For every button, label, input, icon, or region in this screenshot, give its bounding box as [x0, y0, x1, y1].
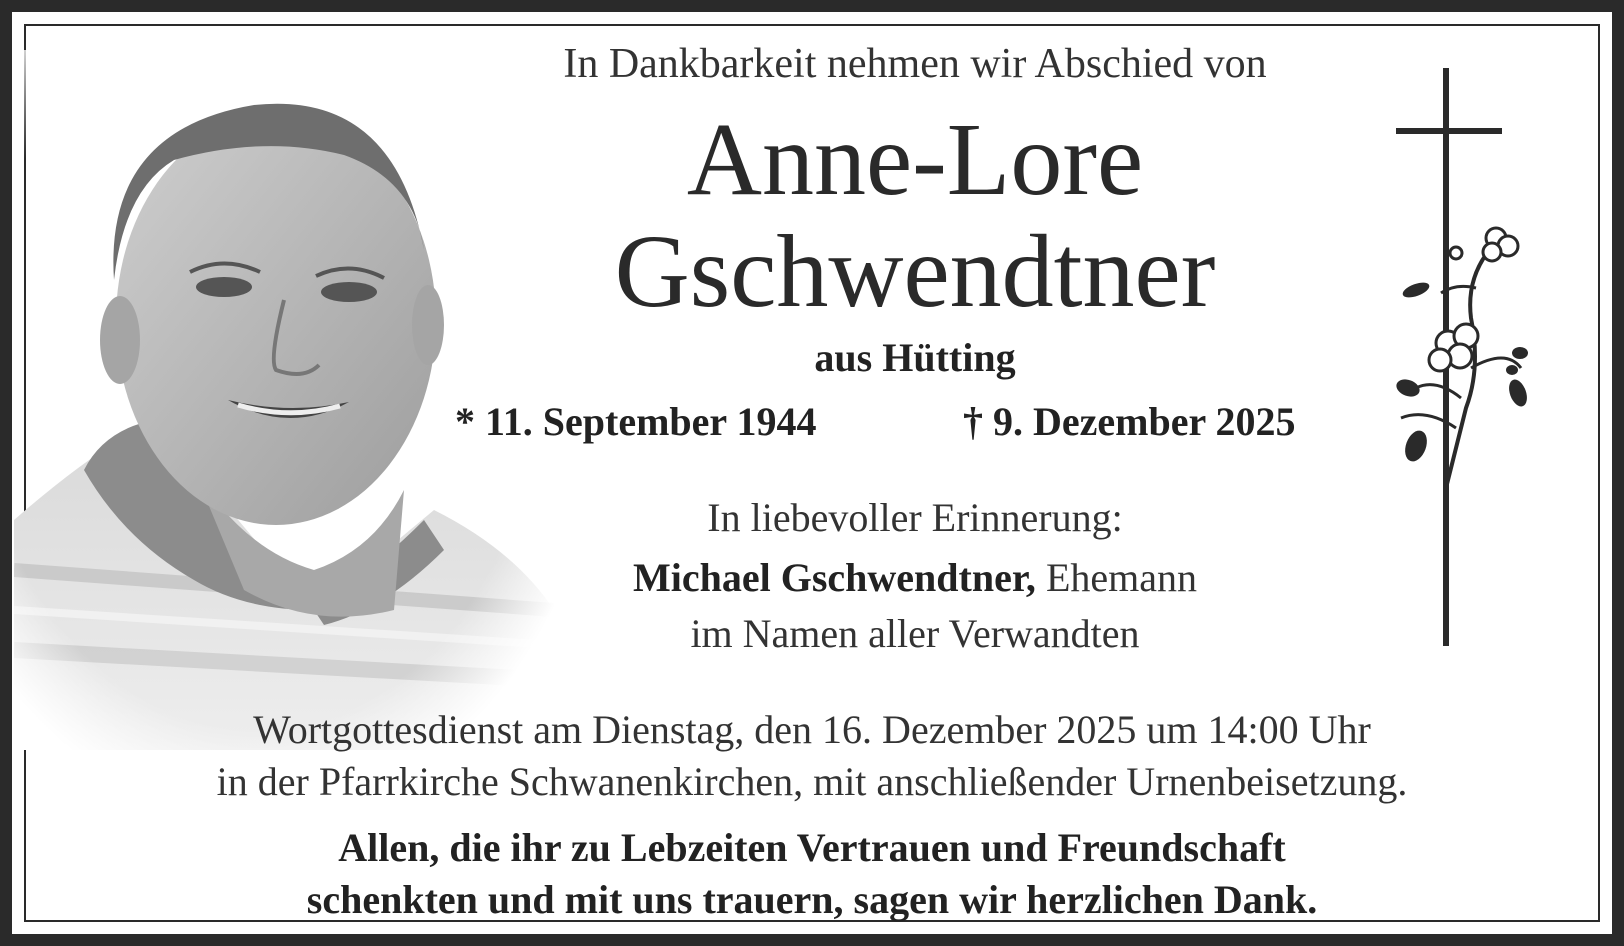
mourner-name: Michael Gschwendtner,	[632, 555, 1036, 600]
deceased-origin: aus Hütting	[814, 335, 1016, 380]
mourner-relation: Ehemann	[1035, 555, 1197, 600]
birth-date: * 11. September 1944	[455, 399, 817, 444]
deceased-last-name: Gschwendtner	[614, 214, 1216, 329]
mourner-line	[465, 554, 1365, 601]
deceased-first-name: Anne-Lore	[686, 102, 1144, 217]
memory-intro: In liebevoller Erinnerung:	[707, 495, 1123, 540]
thanks-line-2: schenkten und mit uns trauern, sagen wir herzlichen Dank.	[306, 877, 1318, 922]
thanks-line-1: Allen, die ihr zu Lebzeiten Vertrauen und Freundschaft	[338, 825, 1286, 870]
death-date: † 9. Dezember 2025	[963, 399, 1296, 444]
service-line-1: Wortgottesdienst am Dienstag, den 16. Dezember 2025 um 14:00 Uhr	[253, 707, 1371, 752]
cross-with-flowers-icon	[1396, 68, 1596, 648]
service-line-2: in der Pfarrkirche Schwanenkirchen, mit anschließender Urnenbeisetzung.	[216, 759, 1408, 804]
relatives-line: im Namen aller Verwandten	[690, 611, 1140, 656]
intro-text: In Dankbarkeit nehmen wir Abschied von	[563, 41, 1267, 87]
